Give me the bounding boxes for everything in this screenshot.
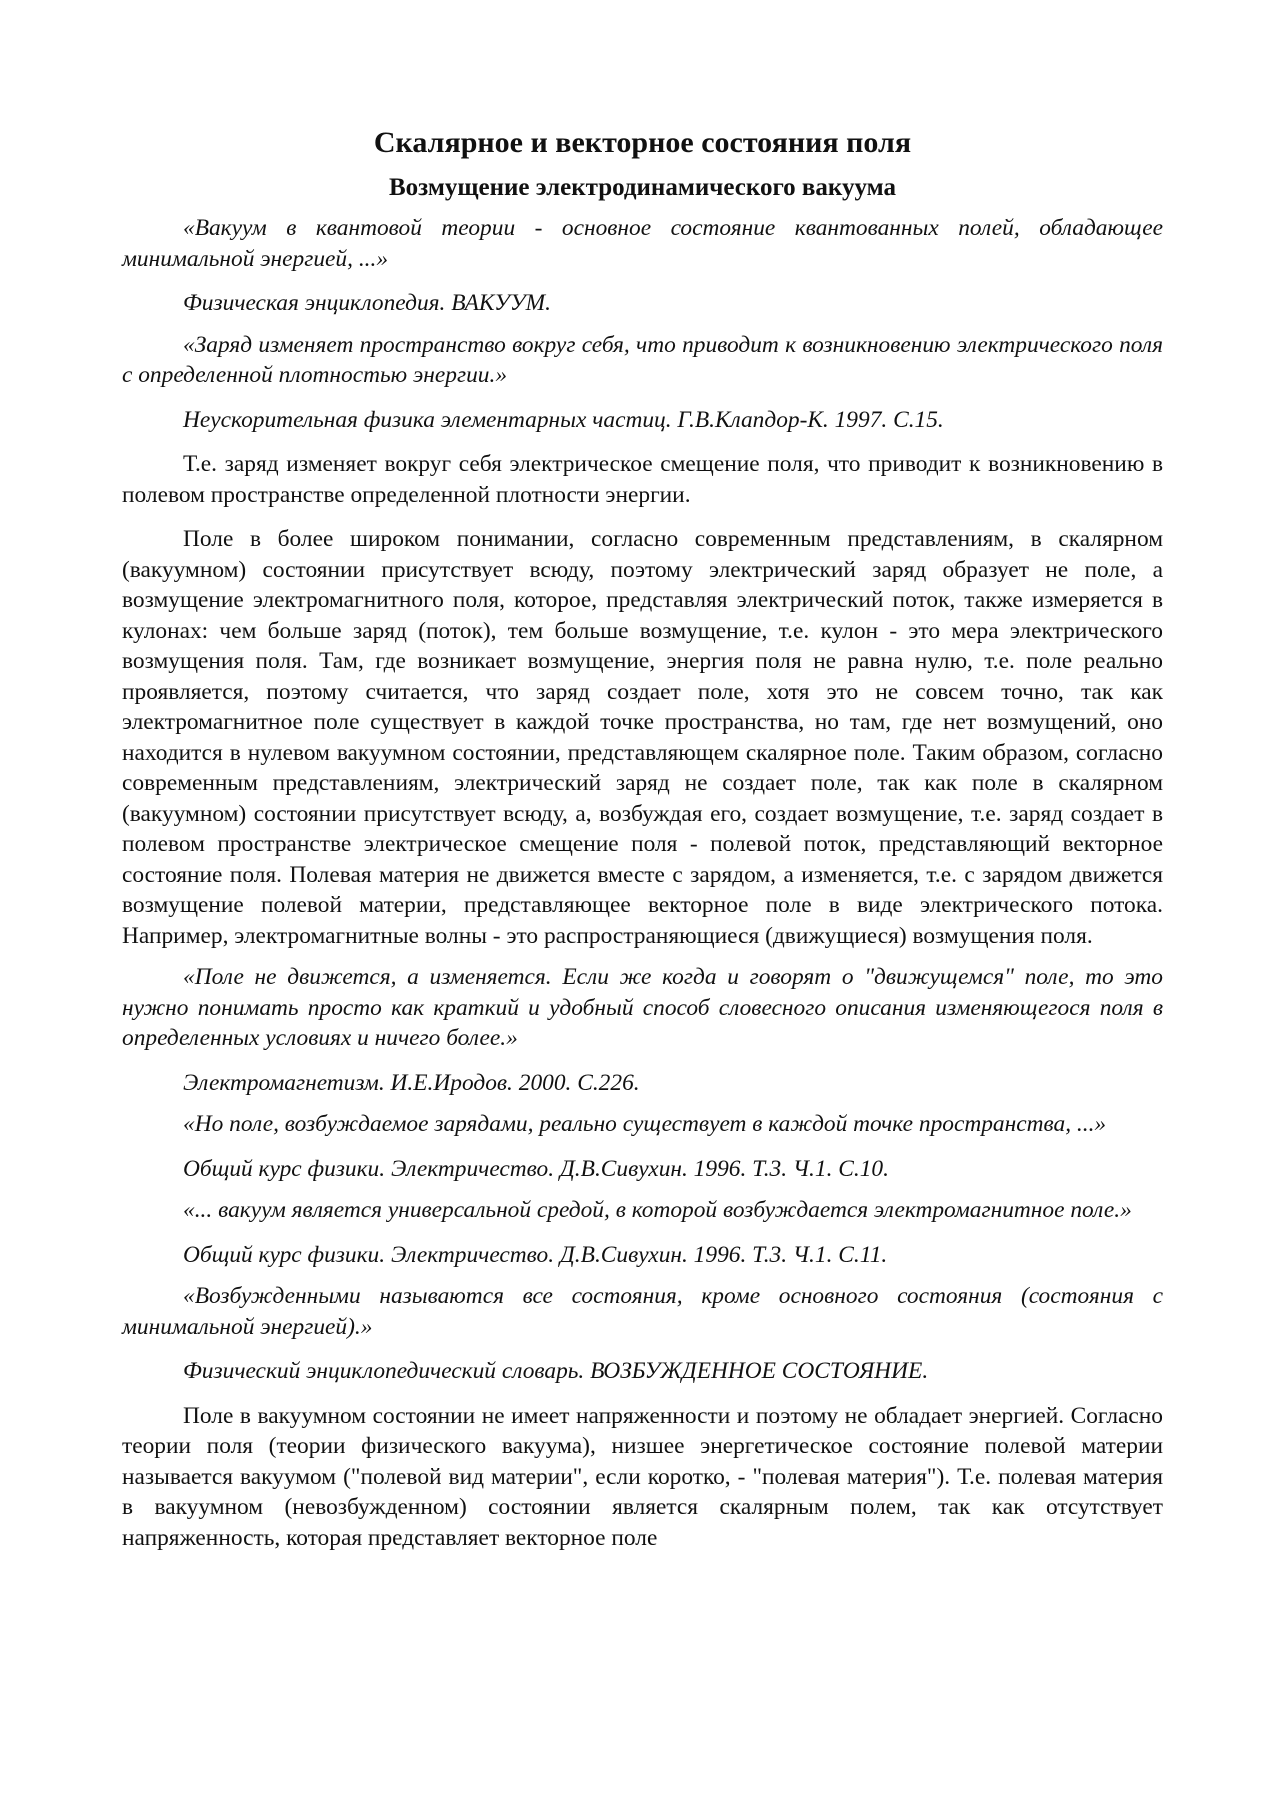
page-title: Скалярное и векторное состояния поля [373,126,912,159]
paragraph-field-broad-understanding: Поле в более широком понимании, согласно современным представлениям, в скалярном (вакуумном) состоянии присутствует всюду, поэтому электрический заряд образует не поле, а возмущение электромагнитного поля, которое, представляя электрический поток, также измеряется в кулонах: чем больше заряд (поток), тем больше возмущение, т.е. кулон - это мера электрического возмущения поля. Там, где возникает возмущение, энергия поля не равна нулю, т.е. поле реально проявляется, поэтому считается, что заряд создает поле, хотя это не совсем точно, так как электромагнитное поле существует в каждой точке пространства, но там, где нет возмущений, оно находится в нулевом вакуумном состоянии, представляющем скалярное поле. Таким образом, согласно современным представлениям, электрический заряд не создает поле, так как поле в скалярном (вакуумном) состоянии присутствует всюду, а, возбуждая его, создает возмущение, т.е. заряд создает в полевом пространстве электрическое смещение поля - полевой поток, представляющий векторное состояние поля. Полевая материя не движется вместе с зарядом, а изменяется, т.е. с зарядом движется возмущение полевой материи, представляющее векторное поле в виде электрического потока. Например, электромагнитные волны - это распространяющиеся (движущиеся) возмущения поля. [122,526,1163,949]
quote-field-does-not-move: «Поле не движется, а изменяется. Если же когда и говорят о "движущемся" поле, то это нужно понимать просто как краткий и удобный способ словесного описания изменяющегося поля в определенных условиях и ничего более.» [122,964,1163,1051]
source-sivukhin-p10: Общий курс физики. Электричество. Д.В.Сивухин. 1996. Т.3. Ч.1. С.10. [183,1155,889,1182]
quote-charge-changes-space: «Заряд изменяет пространство вокруг себя, что приводит к возникновению электрического поля с определенной плотностью энергии.» [122,331,1163,388]
quote-field-exists-everywhere: «Но поле, возбуждаемое зарядами, реально существует в каждой точке пространства, ...» [183,1111,1107,1137]
source-physical-dictionary: Физический энциклопедический словарь. ВОЗБУЖДЕННОЕ СОСТОЯНИЕ. [183,1358,929,1384]
quote-vacuum-universal-medium: «... вакуум является универсальной средой, в которой возбуждается электромагнитное поле.» [183,1197,1132,1223]
source-physical-encyclopedia: Физическая энциклопедия. ВАКУУМ. [183,290,551,316]
page-subtitle: Возмущение электродинамического вакуума [388,174,897,201]
source-klapdor: Неускорительная физика элементарных частиц. Г.В.Клапдор-К. 1997. С.15. [183,406,944,433]
quote-excited-states: «Возбужденными называются все состояния, кроме основного состояния (состояния с минимальной энергией).» [122,1283,1163,1340]
document-body [122,124,1163,1553]
paragraph-charge-displacement: Т.е. заряд изменяет вокруг себя электрическое смещение поля, что приводит к возникновению в полевом пространстве определенной плотности энергии. [122,451,1163,508]
source-irodov: Электромагнетизм. И.Е.Иродов. 2000. С.226. [183,1069,640,1096]
source-sivukhin-p11: Общий курс физики. Электричество. Д.В.Сивухин. 1996. Т.3. Ч.1. С.11. [183,1241,888,1268]
quote-vacuum-definition: «Вакуум в квантовой теории - основное состояние квантованных полей, обладающее минимальной энергией, ...» [122,215,1163,272]
paragraph-vacuum-state-field: Поле в вакуумном состоянии не имеет напряженности и поэтому не обладает энергией. Согласно теории поля (теории физического вакуума), низшее энергетическое состояние полевой материи называется вакуумом ("полевой вид материи", если коротко, - "полевая материя"). Т.е. полевая материя в вакуумном (невозбужденном) состоянии является скалярным полем, так как отсутствует напряженность, которая представляет векторное поле [122,1402,1163,1551]
